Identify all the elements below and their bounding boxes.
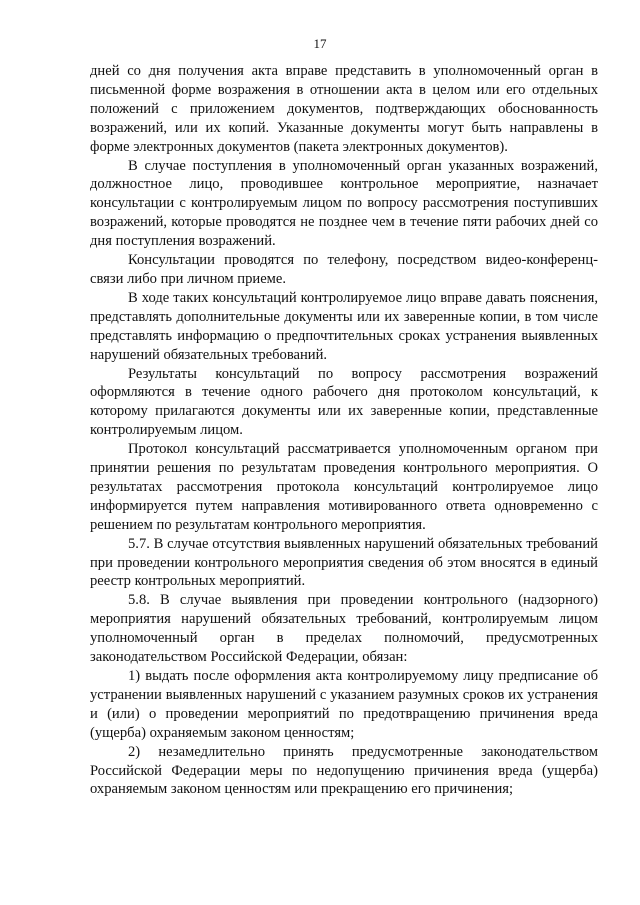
paragraph-protocol-review: Протокол консультаций рассматривается уполномоченным органом при принятии решения по результатам проведения контрольного мероприятия. О результатах рассмотрения протокола консультаций контролируемое лицо информируется путем направления мотивированного ответа одновременно с решением по результатам контрольного мероприятия. (90, 441, 598, 533)
paragraph-consultations-explanations: В ходе таких консультаций контролируемое лицо вправе давать пояснения, представлять дополнительные документы или их заверенные копии, в том числе представлять информацию о предпочтительных сроках устранения выявленных нарушений обязательных требований. (90, 289, 598, 363)
paragraph-clause-5-8: 5.8. В случае выявления при проведении контрольного (надзорного) мероприятия нарушений обязательных требований, контролируемым лицом уполномоченный орган в пределах полномочий, предусмотренных законодательством Российской Федерации, обязан: (90, 592, 598, 666)
document-body (90, 62, 598, 799)
paragraph-consultations-protocol: Результаты консультаций по вопросу рассмотрения возражений оформляются в течение одного рабочего дня протоколом консультаций, к которому прилагаются документы или их заверенные копии, представленные контролируемым лицом. (90, 365, 598, 439)
paragraph-clause-5-7: 5.7. В случае отсутствия выявленных нарушений обязательных требований при проведении контрольного мероприятия сведения об этом вносятся в единый реестр контрольных мероприятий. (90, 535, 598, 590)
paragraph-objections-submission: дней со дня получения акта вправе представить в уполномоченный орган в письменной форме возражения в отношении акта в целом или его отдельных положений с приложением документов, подтверждающих обоснованность возражений, или их копий. Указанные документы могут быть направлены в форме электронных документов (пакета электронных документов). (90, 63, 598, 155)
paragraph-clause-5-8-item-1: 1) выдать после оформления акта контролируемому лицу предписание об устранении выявленных нарушений с указанием разумных сроков их устранения и (или) о проведении мероприятий по предотвращению причинения вреда (ущерба) охраняемым законом ценностям; (90, 668, 598, 741)
paragraph-consultations-format: Консультации проводятся по телефону, посредством видео-конференц-связи либо при личном приеме. (90, 252, 598, 287)
page-number: 17 (313, 36, 327, 51)
paragraph-clause-5-8-item-2: 2) незамедлительно принять предусмотренные законодательством Российской Федерации меры по недопущению причинения вреда (ущерба) охраняемым законом ценностям или прекращению его причинения; (90, 743, 598, 798)
paragraph-consultations-appointment: В случае поступления в уполномоченный орган указанных возражений, должностное лицо, проводившее контрольное мероприятие, назначает консультации с контролируемым лицом по вопросу рассмотрения поступивших возражений, которые проводятся не позднее чем в течение пяти рабочих дней со дня поступления возражений. (90, 157, 598, 250)
